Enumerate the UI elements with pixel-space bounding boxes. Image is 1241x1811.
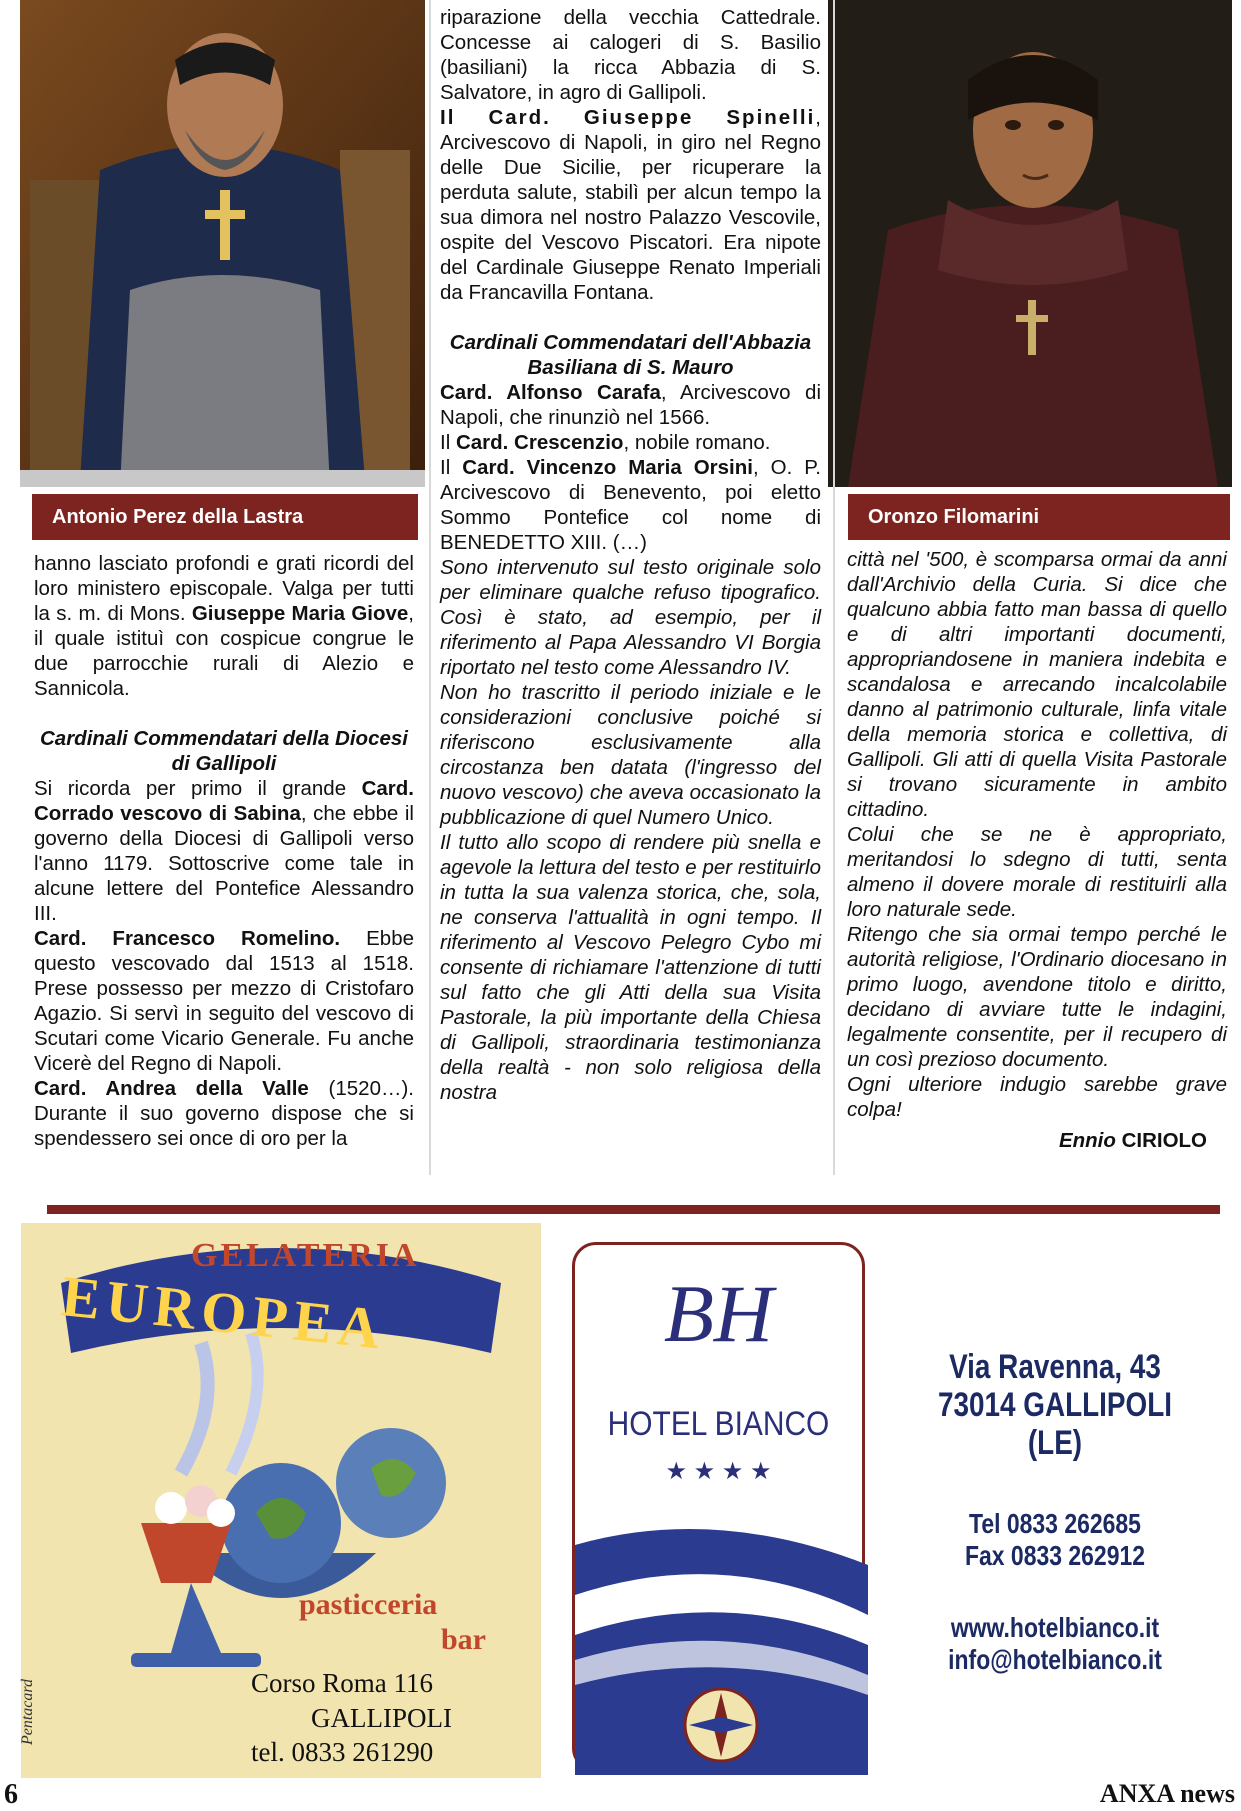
- paragraph: [34, 926, 414, 1076]
- gelateria-phone: tel. 0833 261290: [251, 1737, 434, 1767]
- paragraph: [440, 455, 821, 555]
- hotel-name: HOTEL BIANCO: [607, 1405, 830, 1443]
- text: , il quale istituì con cospicue congrue le due parrocchie rurali di Alezio e Sannicola.: [34, 602, 414, 700]
- article-column-right: [847, 547, 1227, 1153]
- caption-right: Oronzo Filomarini: [848, 494, 1230, 540]
- text: Il: [440, 431, 456, 454]
- bold-name: Card. Crescenzio: [455, 431, 624, 454]
- bold-name: Card. Corrado vescovo di Sabina: [34, 777, 414, 825]
- gelateria-address: Corso Roma 116: [251, 1668, 433, 1698]
- spacer: [34, 701, 414, 726]
- author-signature: [847, 1128, 1227, 1153]
- text: , Arcivescovo di Napoli, in giro nel Regno delle Due Sicilie, per ricuperare la perduta salute, stabilì per alcun tempo la sua dimora nel nostro Palazzo Vescovile, ospite del Vescovo Piscatori. Era nipote del Cardinale Giuseppe Renato Imperiali da Francavilla Fontana.: [440, 106, 821, 304]
- caption-left: Antonio Perez della Lastra: [32, 494, 418, 540]
- text: , Arcivescovo di Napoli, che rinunziò nel 1566.: [440, 381, 821, 429]
- bold-name: Card. Francesco Romelino.: [34, 927, 341, 950]
- europea-word: EUROPEA: [58, 1263, 390, 1362]
- bold-name: Card. Vincenzo Maria Orsini: [462, 456, 753, 479]
- paragraph: [440, 380, 821, 430]
- italic-note: Ritengo che sia ormai tempo perché le autorità religiose, l'Ordinario diocesano in primo luogo, avendone titolo e diritto, decidano di avviare tutte le indagini, legalmente consentite, per il recupero di un così prezioso documento.: [847, 923, 1227, 1071]
- paragraph: [34, 1076, 414, 1151]
- column-divider-right: [833, 0, 835, 1175]
- text: Il: [440, 456, 463, 479]
- spacer: [440, 305, 821, 330]
- italic-note: Colui che se ne è appropriato, meritandosi lo sdegno di tutti, senta almeno il dovere morale di restituirli alla loro naturale sede.: [847, 823, 1227, 921]
- gelateria-word: GELATERIA: [191, 1237, 420, 1274]
- text: , O. P. Arcivescovo di Benevento, poi eletto Sommo Pontefice col nome di BENEDETTO XIII. (…): [440, 456, 821, 554]
- hotel-website[interactable]: www.hotelbianco.it: [950, 1612, 1160, 1643]
- italic-note: Non ho trascritto il periodo iniziale e le considerazioni conclusive poiché si riferiscono esclusivamente alla circostanza ben datata (l'ingresso del nuovo vescovo) che aveva occasionato la pubblicazione di quel Numero Unico.: [440, 681, 821, 829]
- hotel-wave-illustration: [575, 1475, 868, 1775]
- author-first-name: Ennio: [1058, 1129, 1116, 1152]
- pasticceria-word: pasticceria: [299, 1588, 438, 1621]
- text: hanno lasciato profondi e grati ricordi del loro ministero episcopale. Valga per tutti la s. m. di Mons.: [34, 552, 414, 625]
- bold-name: Il Card. Giuseppe Spinelli: [440, 106, 816, 129]
- text: , che ebbe il governo della Diocesi di Gallipoli verso l'anno 1179. Sottoscrive come tale in alcune lettere del Pontefice Alessandro III.: [34, 802, 414, 925]
- italic-note: città nel '500, è scomparsa ormai da anni dall'Archivio della Curia. Si dice che qualcuno abbia fatto man bassa di quello e di altri importanti documenti, appropriandosene in maniera indebita e scandalosa e arrecando incalcolabile danno al patrimonio culturale, linfa vitale della memoria storica e collettiva, di Gallipoli. Gli atti di quella Visita Pastorale si trovano sicuramente in ambito cittadino.: [847, 548, 1227, 821]
- ad-hotel-bianco: [572, 1242, 865, 1772]
- page-number: 6: [4, 1779, 18, 1810]
- portrait-oronzo-filomarini: [828, 0, 1232, 487]
- hotel-fax: Fax 0833 262912: [964, 1540, 1146, 1571]
- italic-note: Il tutto allo scopo di rendere più snella e agevole la lettura del testo e per restituirlo in tutta la sua valenza storica, che, sola, ne conserva l'attualità in ogni tempo. Il riferimento al Vescovo Pelegro Cybo mi consente di richiamare l'attenzione di tutti sul fatto che gli Atti della sua Visita Pastorale, la più importante della Chiesa di Gallipoli, straordinaria testimonianza della realtà - non solo religiosa della nostra: [440, 831, 821, 1104]
- portrait-perez-illustration: [20, 0, 425, 487]
- hotel-street: Via Ravenna, 43: [949, 1348, 1161, 1386]
- column-divider-left: [429, 0, 431, 1175]
- bold-name: Giuseppe Maria Giove: [191, 602, 409, 625]
- text: Ebbe questo vescovado dal 1513 al 1518. Prese possesso per mezzo di Cristofaro Agazio. Si servì in seguito del vescovo di Scutari come Vicario Generale. Fu anche Vicerè del Regno di Napoli.: [34, 927, 414, 1075]
- text: Si ricorda per primo il grande: [34, 777, 362, 800]
- paragraph: [34, 776, 414, 926]
- gelateria-city: GALLIPOLI: [311, 1703, 452, 1733]
- author-last-name: CIRIOLO: [1121, 1129, 1207, 1152]
- hotel-stars: ★ ★ ★ ★: [665, 1458, 772, 1485]
- section-heading: Cardinali Commendatari dell'Abbazia Basiliana di S. Mauro: [449, 331, 812, 379]
- text: (1520…). Durante il suo governo dispose che si spendessero sei once di oro per la: [34, 1077, 415, 1150]
- section-rule: [47, 1205, 1220, 1214]
- article-column-middle: [440, 5, 821, 1105]
- bold-name: Card. Andrea della Valle: [34, 1077, 309, 1100]
- bar-word: bar: [441, 1623, 486, 1656]
- hotel-monogram: BH: [663, 1268, 774, 1359]
- magazine-brand: ANXA news: [1099, 1779, 1235, 1808]
- hotel-contact-info: [890, 1348, 1220, 1676]
- portrait-filomarini-illustration: [828, 0, 1232, 487]
- hotel-email[interactable]: info@hotelbianco.it: [948, 1644, 1162, 1675]
- paragraph: [34, 551, 414, 701]
- paragraph: [440, 430, 821, 455]
- italic-note: Ogni ulteriore indugio sarebbe grave colpa!: [847, 1073, 1227, 1121]
- section-heading: Cardinali Commendatari della Diocesi di Gallipoli: [40, 727, 408, 775]
- italic-note: Sono intervenuto sul testo originale solo per eliminare qualche refuso tipografico. Così è stato, ad esempio, per il riferimento al Papa Alessandro VI Borgia riportato nel testo come Alessandro IV.: [440, 556, 821, 679]
- hotel-city: 73014 GALLIPOLI (LE): [938, 1386, 1172, 1462]
- paragraph: [440, 105, 821, 305]
- article-column-left: [34, 551, 414, 1151]
- paragraph: riparazione della vecchia Cattedrale. Concesse ai calogeri di S. Basilio (basiliani) la ricca Abbazia di S. Salvatore, in agro di Gallipoli.: [440, 6, 821, 104]
- text: , nobile romano.: [623, 431, 771, 454]
- hotel-phone: Tel 0833 262685: [969, 1508, 1141, 1539]
- ad-gelateria-europea: [21, 1223, 541, 1778]
- gelateria-credit: Pentacard: [19, 1678, 37, 1746]
- bold-name: Card. Alfonso Carafa: [440, 381, 661, 404]
- portrait-perez-della-lastra: [20, 0, 425, 487]
